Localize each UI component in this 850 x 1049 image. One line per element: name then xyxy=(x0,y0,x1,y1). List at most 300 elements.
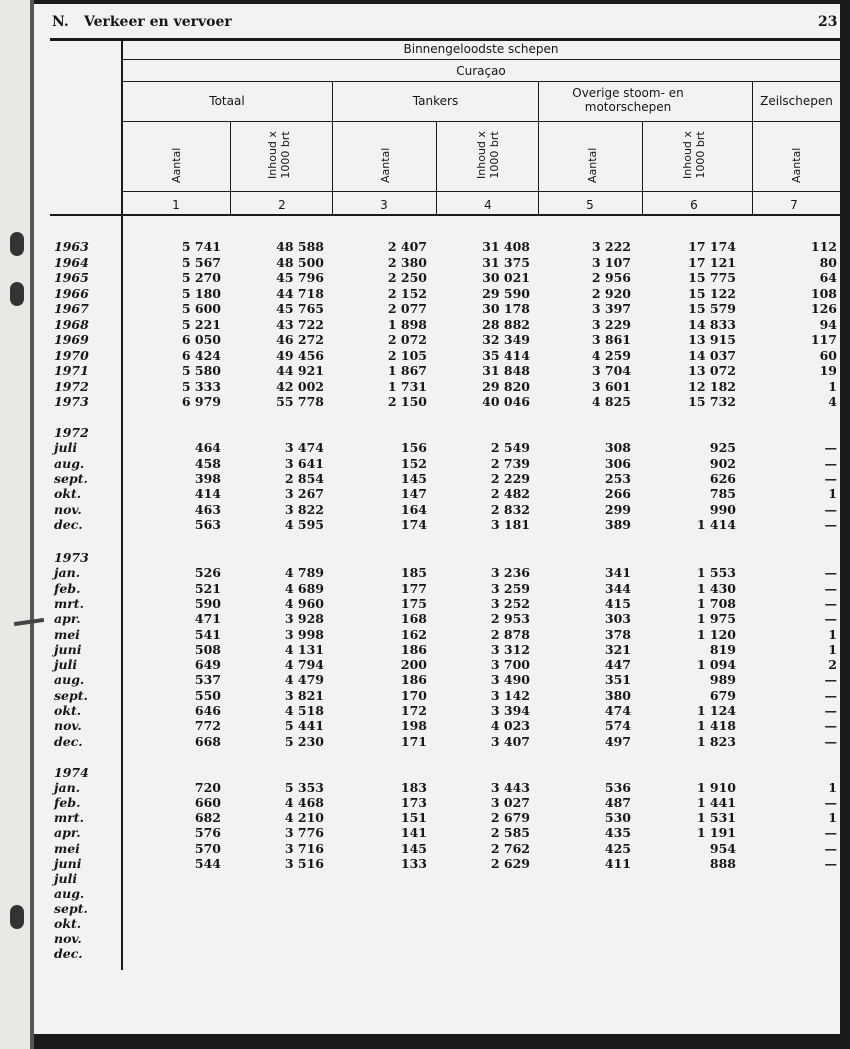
table-cell: 351 xyxy=(604,672,631,688)
table-cell: 3 397 xyxy=(591,301,631,316)
table-cell: 3 229 xyxy=(591,316,631,332)
table-cell: — xyxy=(824,455,837,471)
table-cell: 5 600 xyxy=(181,301,221,316)
column-rule xyxy=(642,121,643,215)
column-number: 5 xyxy=(586,198,594,212)
row-label: aug. xyxy=(54,455,85,471)
table-cell: 398 xyxy=(194,470,221,486)
row-label: 1972 xyxy=(54,378,89,394)
table-cell: — xyxy=(824,703,837,718)
table-cell: 48 500 xyxy=(276,254,324,270)
row-label: 1970 xyxy=(54,347,89,363)
table-cell: 3 861 xyxy=(591,332,631,347)
table-cell: 46 272 xyxy=(276,332,324,347)
table-cell: 574 xyxy=(604,718,631,734)
table-cell: — xyxy=(824,718,837,734)
table-cell: 3 181 xyxy=(490,516,530,532)
header-rule xyxy=(122,59,840,60)
table-cell: 152 xyxy=(400,455,427,471)
table-cell: 414 xyxy=(194,486,221,502)
table-cell: 2 152 xyxy=(387,285,427,301)
row-label: juni xyxy=(54,855,82,871)
table-cell: 5 333 xyxy=(181,378,221,394)
row-label: 1964 xyxy=(54,254,89,270)
table-cell: 2 920 xyxy=(591,285,631,301)
table-cell: 536 xyxy=(604,780,631,796)
table-cell: 306 xyxy=(604,455,631,471)
table-cell: 537 xyxy=(194,672,221,688)
table-cell: 31 848 xyxy=(482,363,530,378)
table-cell: 5 741 xyxy=(181,239,221,254)
row-label: 1969 xyxy=(54,332,89,347)
table-cell: — xyxy=(824,733,837,749)
table-cell: 14 833 xyxy=(688,316,736,332)
row-label: aug. xyxy=(54,885,85,901)
table-cell: 3 490 xyxy=(490,672,530,688)
table-cell: 2 150 xyxy=(387,394,427,409)
table-cell: 3 704 xyxy=(591,363,631,378)
table-cell: 3 142 xyxy=(490,687,530,703)
table-cell: 185 xyxy=(400,565,427,581)
table-cell: 30 021 xyxy=(482,270,530,285)
row-label: juli xyxy=(54,657,78,673)
subheader-aantal: Aantal xyxy=(170,147,183,183)
table-cell: 682 xyxy=(194,810,221,826)
table-cell: 1 867 xyxy=(387,363,427,378)
row-label: juli xyxy=(54,440,78,456)
table-cell: — xyxy=(824,595,837,611)
table-cell: 888 xyxy=(709,855,736,871)
row-label: juni xyxy=(54,641,82,657)
table-cell: — xyxy=(824,611,837,627)
table-cell: 1 708 xyxy=(696,595,736,611)
table-cell: 156 xyxy=(400,440,427,456)
column-rule xyxy=(538,81,539,215)
table-cell: 15 775 xyxy=(688,270,736,285)
table-cell: 570 xyxy=(194,840,221,856)
table-cell: 17 121 xyxy=(688,254,736,270)
top-rule xyxy=(50,38,840,41)
row-label: 1973 xyxy=(54,394,89,409)
table-cell: 1 414 xyxy=(696,516,736,532)
table-cell: 44 718 xyxy=(276,285,324,301)
binding-strip xyxy=(0,0,34,1049)
table-cell: 126 xyxy=(810,301,837,316)
table-cell: 3 222 xyxy=(591,239,631,254)
table-cell: 1 731 xyxy=(387,378,427,394)
row-label: mrt. xyxy=(54,595,84,611)
row-label: feb. xyxy=(54,580,81,596)
table-cell: 12 182 xyxy=(688,378,736,394)
table-cell: 649 xyxy=(194,657,221,673)
table-cell: 4 960 xyxy=(284,595,324,611)
row-label: 1967 xyxy=(54,301,89,316)
table-cell: 3 407 xyxy=(490,733,530,749)
subheader-aantal: Aantal xyxy=(790,147,803,183)
column-number: 6 xyxy=(690,198,698,212)
row-label: aug. xyxy=(54,672,85,688)
table-cell: 49 456 xyxy=(276,347,324,363)
table-cell: 2 629 xyxy=(490,855,530,871)
table-cell: 60 xyxy=(819,347,837,363)
row-label: okt. xyxy=(54,486,82,502)
table-cell: — xyxy=(824,825,837,841)
punch-hole xyxy=(10,232,24,256)
table-cell: 3 998 xyxy=(284,626,324,642)
table-cell: 1 441 xyxy=(696,795,736,811)
table-cell: 2 xyxy=(828,657,837,673)
table-cell: 1 xyxy=(828,626,837,642)
table-cell: 1 191 xyxy=(696,825,736,841)
subheader-aantal: Aantal xyxy=(586,147,599,183)
table-cell: 4 794 xyxy=(284,657,324,673)
table-cell: — xyxy=(824,565,837,581)
table-cell: 1 430 xyxy=(696,580,736,596)
table-cell: 497 xyxy=(604,733,631,749)
table-cell: 4 595 xyxy=(284,516,324,532)
table-cell: 389 xyxy=(604,516,631,532)
table-cell: 183 xyxy=(400,780,427,796)
table-cell: 308 xyxy=(604,440,631,456)
table-cell: 168 xyxy=(400,611,427,627)
punch-hole xyxy=(10,282,24,306)
table-cell: 32 349 xyxy=(482,332,530,347)
table-cell: 4 518 xyxy=(284,703,324,718)
table-cell: 1 120 xyxy=(696,626,736,642)
table-cell: 464 xyxy=(194,440,221,456)
table-cell: 668 xyxy=(194,733,221,749)
table-cell: 2 832 xyxy=(490,501,530,517)
table-cell: 458 xyxy=(194,455,221,471)
table-cell: 145 xyxy=(400,840,427,856)
table-cell: — xyxy=(824,840,837,856)
table-cell: 35 414 xyxy=(482,347,530,363)
table-cell: 576 xyxy=(194,825,221,841)
header-zeil: Zeilschepen xyxy=(760,94,833,108)
table-cell: 590 xyxy=(194,595,221,611)
page-number: 23 xyxy=(818,14,838,30)
table-cell: 1 975 xyxy=(696,611,736,627)
table-cell: 42 002 xyxy=(276,378,324,394)
table-cell: 2 072 xyxy=(387,332,427,347)
table-cell: 1 553 xyxy=(696,565,736,581)
table-cell: 2 679 xyxy=(490,810,530,826)
table-cell: 4 468 xyxy=(284,795,324,811)
table-cell: 172 xyxy=(400,703,427,718)
table-cell: 133 xyxy=(400,855,427,871)
group-header: Binnengeloodste schepen xyxy=(403,42,559,56)
table-cell: 174 xyxy=(400,516,427,532)
table-cell: 435 xyxy=(604,825,631,841)
table-cell: 6 424 xyxy=(181,347,221,363)
table-cell: 4 xyxy=(828,394,837,409)
table-cell: 17 174 xyxy=(688,239,736,254)
row-label: mrt. xyxy=(54,810,84,826)
table-cell: 2 407 xyxy=(387,239,427,254)
table-cell: 1 xyxy=(828,486,837,502)
stub-rule xyxy=(121,40,123,970)
row-label: 1974 xyxy=(54,765,89,780)
table-cell: 164 xyxy=(400,501,427,517)
table-cell: 487 xyxy=(604,795,631,811)
table-cell: 4 210 xyxy=(284,810,324,826)
row-label: 1973 xyxy=(54,550,89,565)
table-cell: 48 588 xyxy=(276,239,324,254)
table-cell: 626 xyxy=(709,470,736,486)
table-cell: 299 xyxy=(604,501,631,517)
section-label: N. xyxy=(52,14,69,30)
table-cell: 3 776 xyxy=(284,825,324,841)
row-label: 1965 xyxy=(54,270,89,285)
table-cell: 112 xyxy=(810,239,837,254)
table-cell: — xyxy=(824,855,837,871)
table-cell: 463 xyxy=(194,501,221,517)
table-cell: 2 585 xyxy=(490,825,530,841)
table-cell: 55 778 xyxy=(276,394,324,409)
table-cell: 5 567 xyxy=(181,254,221,270)
row-label: sept. xyxy=(54,470,88,486)
table-cell: 200 xyxy=(400,657,427,673)
table-cell: — xyxy=(824,501,837,517)
table-cell: 64 xyxy=(819,270,837,285)
row-label: jan. xyxy=(54,780,81,796)
table-cell: — xyxy=(824,470,837,486)
table-cell: 1 xyxy=(828,641,837,657)
column-number: 4 xyxy=(484,198,492,212)
table-cell: 720 xyxy=(194,780,221,796)
table-cell: 3 516 xyxy=(284,855,324,871)
table-cell: 1 xyxy=(828,780,837,796)
table-cell: 772 xyxy=(194,718,221,734)
table-cell: 4 825 xyxy=(591,394,631,409)
table-cell: 550 xyxy=(194,687,221,703)
table-cell: 447 xyxy=(604,657,631,673)
table-cell: 147 xyxy=(400,486,427,502)
table-cell: 43 722 xyxy=(276,316,324,332)
table-cell: 13 072 xyxy=(688,363,736,378)
row-label: sept. xyxy=(54,900,88,916)
territory-header: Curaçao xyxy=(456,64,506,78)
table-cell: 198 xyxy=(400,718,427,734)
table-cell: 15 732 xyxy=(688,394,736,409)
column-number: 7 xyxy=(790,198,798,212)
column-number: 3 xyxy=(380,198,388,212)
table-cell: — xyxy=(824,795,837,811)
table-cell: 1 124 xyxy=(696,703,736,718)
table-cell: 3 312 xyxy=(490,641,530,657)
table-cell: 3 928 xyxy=(284,611,324,627)
table-cell: 141 xyxy=(400,825,427,841)
row-label: juli xyxy=(54,870,78,886)
table-cell: 3 236 xyxy=(490,565,530,581)
table-cell: 3 443 xyxy=(490,780,530,796)
table-cell: 303 xyxy=(604,611,631,627)
table-cell: 646 xyxy=(194,703,221,718)
subheader-aantal: Aantal xyxy=(379,147,392,183)
table-cell: 15 122 xyxy=(688,285,736,301)
column-number: 2 xyxy=(278,198,286,212)
row-label: nov. xyxy=(54,501,82,517)
table-cell: 5 270 xyxy=(181,270,221,285)
punch-hole xyxy=(10,905,24,929)
table-cell: 3 601 xyxy=(591,378,631,394)
table-cell: 1 823 xyxy=(696,733,736,749)
table-cell: — xyxy=(824,672,837,688)
table-cell: 186 xyxy=(400,641,427,657)
table-cell: 45 796 xyxy=(276,270,324,285)
column-rule xyxy=(230,121,231,215)
table-cell: 4 789 xyxy=(284,565,324,581)
table-cell: 3 474 xyxy=(284,440,324,456)
table-cell: 6 050 xyxy=(181,332,221,347)
table-cell: 380 xyxy=(604,687,631,703)
table-cell: 2 482 xyxy=(490,486,530,502)
table-cell: 4 259 xyxy=(591,347,631,363)
table-cell: 1 531 xyxy=(696,810,736,826)
column-number: 1 xyxy=(172,198,180,212)
row-label: feb. xyxy=(54,795,81,811)
table-cell: 474 xyxy=(604,703,631,718)
row-label: mei xyxy=(54,840,80,856)
table-cell: 2 953 xyxy=(490,611,530,627)
header-rule xyxy=(122,81,840,82)
row-label: dec. xyxy=(54,516,83,532)
table-cell: 162 xyxy=(400,626,427,642)
row-label: nov. xyxy=(54,931,82,947)
table-cell: 902 xyxy=(709,455,736,471)
table-cell: 925 xyxy=(709,440,736,456)
table-cell: 2 854 xyxy=(284,470,324,486)
table-cell: 2 739 xyxy=(490,455,530,471)
header-overige: Overige stoom- en motorschepen xyxy=(572,86,684,114)
table-cell: 954 xyxy=(709,840,736,856)
table-cell: 679 xyxy=(709,687,736,703)
row-label: jan. xyxy=(54,565,81,581)
page-title: Verkeer en vervoer xyxy=(84,14,232,30)
table-cell: 1 xyxy=(828,810,837,826)
table-cell: 819 xyxy=(709,641,736,657)
row-label: okt. xyxy=(54,916,82,931)
table-cell: 13 915 xyxy=(688,332,736,347)
table-cell: 40 046 xyxy=(482,394,530,409)
table-cell: 3 267 xyxy=(284,486,324,502)
table-cell: 3 822 xyxy=(284,501,324,517)
table-cell: 5 180 xyxy=(181,285,221,301)
table-cell: 2 380 xyxy=(387,254,427,270)
table-cell: 3 641 xyxy=(284,455,324,471)
table-cell: 29 590 xyxy=(482,285,530,301)
table-cell: 170 xyxy=(400,687,427,703)
row-label: nov. xyxy=(54,718,82,734)
row-label: sept. xyxy=(54,687,88,703)
table-cell: 378 xyxy=(604,626,631,642)
table-cell: 563 xyxy=(194,516,221,532)
row-label: apr. xyxy=(54,825,81,841)
header-tankers: Tankers xyxy=(412,94,459,108)
table-cell: 19 xyxy=(819,363,837,378)
table-cell: 341 xyxy=(604,565,631,581)
table-cell: 526 xyxy=(194,565,221,581)
table-cell: 415 xyxy=(604,595,631,611)
table-cell: 508 xyxy=(194,641,221,657)
table-cell: 1 094 xyxy=(696,657,736,673)
row-label: 1966 xyxy=(54,285,89,301)
subheader-inhoud: Inhoud x 1000 brt xyxy=(681,131,707,179)
table-cell: 2 956 xyxy=(591,270,631,285)
table-cell: 2 878 xyxy=(490,626,530,642)
table-cell: — xyxy=(824,440,837,456)
table-cell: 31 408 xyxy=(482,239,530,254)
table-cell: 4 131 xyxy=(284,641,324,657)
table-cell: 6 979 xyxy=(181,394,221,409)
table-cell: 411 xyxy=(604,855,631,871)
table-cell: 530 xyxy=(604,810,631,826)
table-cell: 5 221 xyxy=(181,316,221,332)
row-label: apr. xyxy=(54,611,81,627)
table-cell: 5 580 xyxy=(181,363,221,378)
row-label: mei xyxy=(54,626,80,642)
row-label: 1971 xyxy=(54,363,89,378)
table-cell: 3 394 xyxy=(490,703,530,718)
table-cell: 186 xyxy=(400,672,427,688)
table-cell: 1 910 xyxy=(696,780,736,796)
header-totaal: Totaal xyxy=(209,94,245,108)
table-cell: 171 xyxy=(400,733,427,749)
table-cell: 266 xyxy=(604,486,631,502)
table-cell: 253 xyxy=(604,470,631,486)
table-cell: 30 178 xyxy=(482,301,530,316)
table-cell: 3 700 xyxy=(490,657,530,673)
subheader-inhoud: Inhoud x 1000 brt xyxy=(475,131,501,179)
column-rule xyxy=(436,121,437,215)
table-cell: 15 579 xyxy=(688,301,736,316)
table-cell: 29 820 xyxy=(482,378,530,394)
table-cell: 2 762 xyxy=(490,840,530,856)
subheader-inhoud: Inhoud x 1000 brt xyxy=(266,131,292,179)
table-cell: 321 xyxy=(604,641,631,657)
table-cell: 3 716 xyxy=(284,840,324,856)
table-cell: 145 xyxy=(400,470,427,486)
table-cell: 2 250 xyxy=(387,270,427,285)
table-cell: 108 xyxy=(810,285,837,301)
table-cell: 28 882 xyxy=(482,316,530,332)
row-label: 1972 xyxy=(54,425,89,440)
table-cell: 5 353 xyxy=(284,780,324,796)
table-cell: 4 689 xyxy=(284,580,324,596)
table-cell: 5 441 xyxy=(284,718,324,734)
table-cell: 151 xyxy=(400,810,427,826)
table-cell: 990 xyxy=(709,501,736,517)
table-cell: 80 xyxy=(819,254,837,270)
table-cell: 3 821 xyxy=(284,687,324,703)
table-cell: 2 229 xyxy=(490,470,530,486)
table-cell: 4 479 xyxy=(284,672,324,688)
table-cell: 44 921 xyxy=(276,363,324,378)
table-cell: 31 375 xyxy=(482,254,530,270)
table-cell: 177 xyxy=(400,580,427,596)
table-cell: 2 549 xyxy=(490,440,530,456)
table-cell: 14 037 xyxy=(688,347,736,363)
row-label: 1968 xyxy=(54,316,89,332)
table-cell: 117 xyxy=(810,332,837,347)
table-cell: 94 xyxy=(819,316,837,332)
table-cell: 2 105 xyxy=(387,347,427,363)
table-cell: 544 xyxy=(194,855,221,871)
table-cell: 344 xyxy=(604,580,631,596)
table-cell: — xyxy=(824,516,837,532)
table-cell: 175 xyxy=(400,595,427,611)
table-cell: 173 xyxy=(400,795,427,811)
